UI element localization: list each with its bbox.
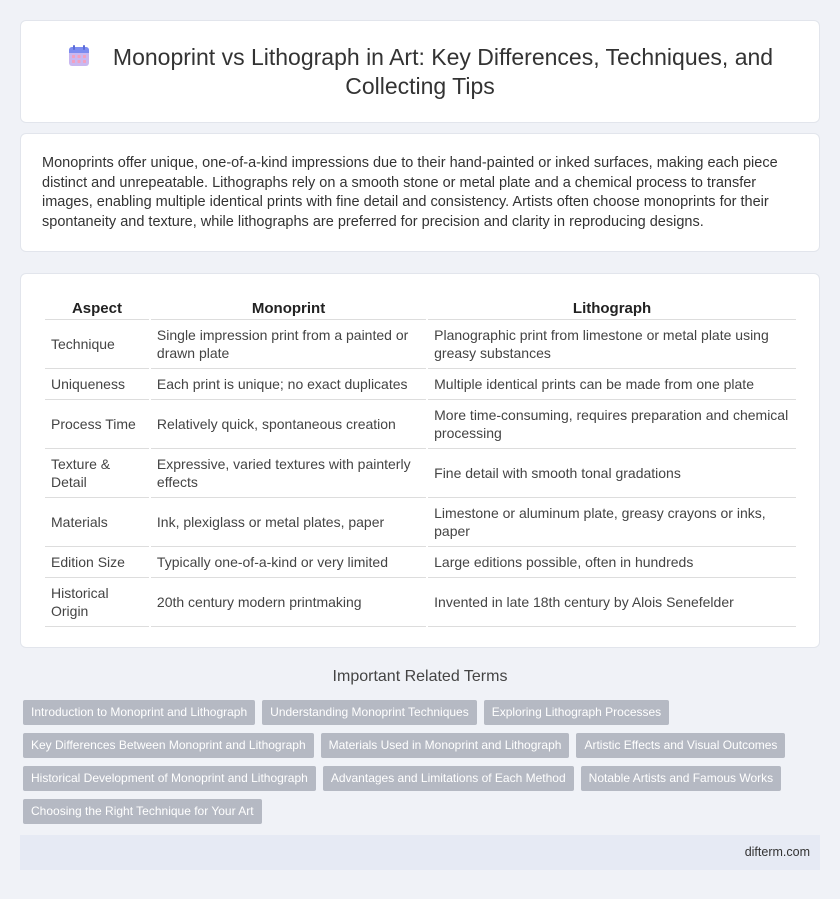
cell-aspect: Process Time bbox=[45, 400, 149, 449]
header-monoprint: Monoprint bbox=[151, 294, 426, 320]
related-term-tag[interactable]: Key Differences Between Monoprint and Lithograph bbox=[23, 733, 314, 758]
related-term-tag[interactable]: Advantages and Limitations of Each Method bbox=[323, 766, 574, 791]
cell-aspect: Historical Origin bbox=[45, 578, 149, 627]
cell-lithograph: Invented in late 18th century by Alois Senefelder bbox=[428, 578, 796, 627]
table-row bbox=[45, 547, 796, 578]
cell-monoprint: Single impression print from a painted or drawn plate bbox=[151, 320, 426, 369]
comparison-table bbox=[43, 294, 798, 627]
related-terms-heading: Important Related Terms bbox=[332, 668, 508, 685]
cell-monoprint: Relatively quick, spontaneous creation bbox=[151, 400, 426, 449]
calendar-icon bbox=[67, 44, 91, 68]
footer-site-link[interactable]: difterm.com bbox=[744, 845, 810, 859]
page-title-block bbox=[61, 43, 779, 101]
footer bbox=[20, 835, 820, 870]
table-header-row bbox=[45, 294, 796, 320]
header-aspect: Aspect bbox=[45, 294, 149, 320]
cell-aspect: Technique bbox=[45, 320, 149, 369]
table-row bbox=[45, 498, 796, 547]
header-lithograph: Lithograph bbox=[428, 294, 796, 320]
cell-lithograph: Fine detail with smooth tonal gradations bbox=[428, 449, 796, 498]
cell-lithograph: More time-consuming, requires preparation and chemical processing bbox=[428, 400, 796, 449]
related-term-tag[interactable]: Choosing the Right Technique for Your Art bbox=[23, 799, 262, 824]
table-row bbox=[45, 369, 796, 400]
page-title: Monoprint vs Lithograph in Art: Key Differences, Techniques, and Collecting Tips bbox=[112, 43, 774, 99]
cell-monoprint: Typically one-of-a-kind or very limited bbox=[151, 547, 426, 578]
related-term-tag[interactable]: Exploring Lithograph Processes bbox=[484, 700, 669, 725]
table-row bbox=[45, 449, 796, 498]
cell-lithograph: Multiple identical prints can be made from one plate bbox=[428, 369, 796, 400]
table-row bbox=[45, 578, 796, 627]
related-term-tag[interactable]: Historical Development of Monoprint and Lithograph bbox=[23, 766, 316, 791]
cell-monoprint: Each print is unique; no exact duplicates bbox=[151, 369, 426, 400]
intro-paragraph: Monoprints offer unique, one-of-a-kind impressions due to their hand-painted or inked surfaces, making each piece distinct and unrepeatable. Lithographs rely on a smooth stone or metal plate and a chemical process to transfer images, enabling multiple identical prints with fine detail and consistency. Artists often choose monoprints for their spontaneity and texture, while lithographs are preferred for precision and clarity in reproducing designs. bbox=[42, 155, 778, 230]
cell-aspect: Materials bbox=[45, 498, 149, 547]
related-term-tag[interactable]: Understanding Monoprint Techniques bbox=[262, 700, 477, 725]
comparison-card bbox=[20, 273, 820, 648]
cell-lithograph: Large editions possible, often in hundreds bbox=[428, 547, 796, 578]
related-term-tag[interactable]: Materials Used in Monoprint and Lithograph bbox=[321, 733, 570, 758]
related-term-tag[interactable]: Artistic Effects and Visual Outcomes bbox=[576, 733, 785, 758]
related-terms-list bbox=[23, 700, 813, 824]
cell-aspect: Edition Size bbox=[45, 547, 149, 578]
table-row bbox=[45, 320, 796, 369]
title-card bbox=[20, 20, 820, 123]
cell-lithograph: Limestone or aluminum plate, greasy crayons or inks, paper bbox=[428, 498, 796, 547]
cell-monoprint: Ink, plexiglass or metal plates, paper bbox=[151, 498, 426, 547]
cell-monoprint: 20th century modern printmaking bbox=[151, 578, 426, 627]
table-row bbox=[45, 400, 796, 449]
related-term-tag[interactable]: Notable Artists and Famous Works bbox=[581, 766, 782, 791]
cell-monoprint: Expressive, varied textures with painterly effects bbox=[151, 449, 426, 498]
intro-card bbox=[20, 133, 820, 252]
cell-lithograph: Planographic print from limestone or metal plate using greasy substances bbox=[428, 320, 796, 369]
cell-aspect: Uniqueness bbox=[45, 369, 149, 400]
related-term-tag[interactable]: Introduction to Monoprint and Lithograph bbox=[23, 700, 255, 725]
cell-aspect: Texture & Detail bbox=[45, 449, 149, 498]
